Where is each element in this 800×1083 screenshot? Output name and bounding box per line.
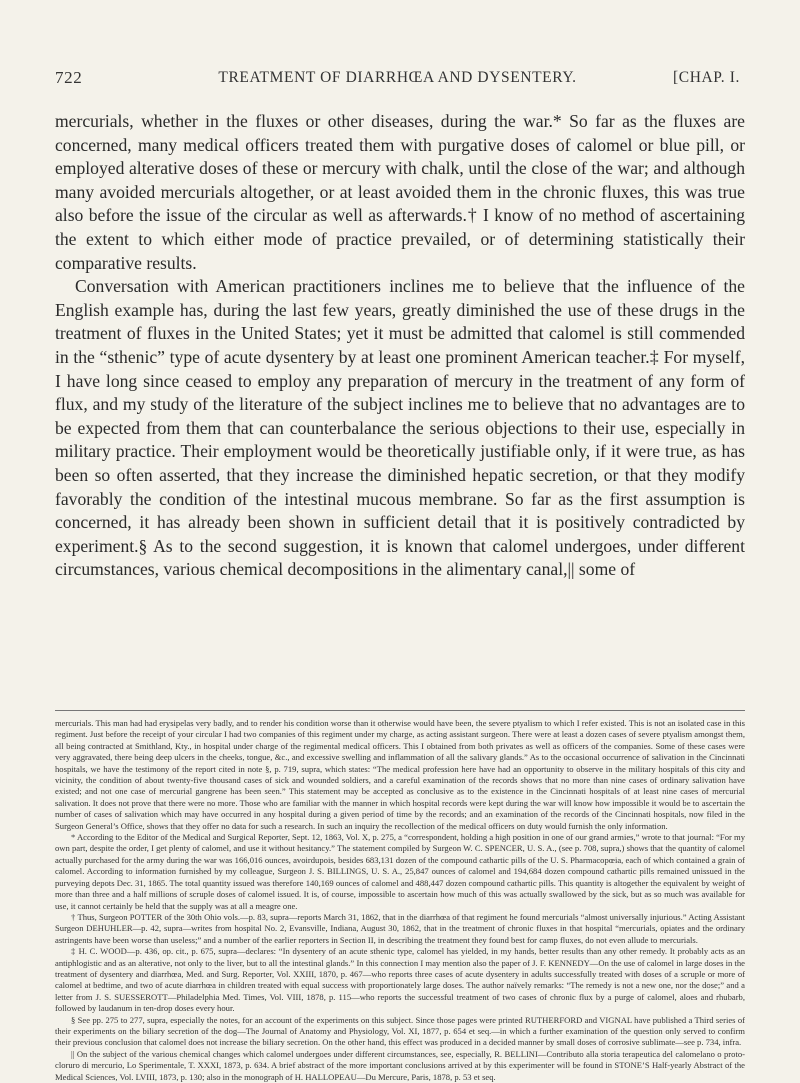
footnote: § See pp. 275 to 277, supra, especially the notes, for an account of the experiments on this subject. Since those pages were printed RUTHERFORD and VIGNAL have published a Third series of their experiments on the biliary secretion of the dog—The Journal of Anatomy and Physiology, Vol. XI, 1877, p. 654 et seq.—in which a further examination of the question only served to confirm their previous conclusion that calomel does not increase the biliary secretion. On the other hand, this effect was produced in a decided manner by small doses of corrosive sublimate—see p. 734, infra. — [55, 1014, 745, 1048]
footnote: * According to the Editor of the Medical and Surgical Reporter, Sept. 12, 1863, Vol. X, p. 275, a “correspondent, holding a high position in one of our grand armies,” wrote to that journal: “For my own part, despite the order, I get plenty of calomel, and use it without hesitancy.” The statement compiled by Surgeon W. C. SPENCER, U. S. A., (see p. 708, supra,) shows that the quantity of calomel actually purchased for the army during the war was 166,016 ounces, avoirdupois, besides 683,131 dozen of the compound cathartic pills of the U. S. Pharmacopœia, each of which contained a grain of calomel. According to information furnished by my colleague, Surgeon J. S. BILLINGS, U. S. A., 25,847 ounces of calomel and 194,684 dozen compound cathartic pills remained unissued in the purveying depots Dec. 31, 1865. The total quantity issued was therefore 140,169 ounces of calomel and 488,447 dozen compound cathartic pills. This quantity is altogether the equivalent by weight of more than three and a half millions of scruple doses of calomel issued. It is, of course, impossible to ascertain how much of this was actually swallowed by the sick, but as so much was available for use, it cannot certainly be held that the supply was at all a meagre one. — [55, 832, 745, 911]
chapter-label: [CHAP. I. — [673, 69, 740, 86]
running-title: TREATMENT OF DIARRHŒA AND DYSENTERY. — [218, 69, 577, 86]
body-paragraph: Conversation with American practitioners inclines me to believe that the influence of the English example has, during the last few years, greatly diminished the use of these drugs in the treatment of fluxes in the United States; yet it must be admitted that calomel is still commended in the “sthenic” type of acute dysentery by at least one prominent American teacher.‡ For myself, I have long since ceased to employ any preparation of mercury in the treatment of any form of flux, and my study of the literature of the subject inclines me to believe that no advantages are to be expected from them that can counterbalance the serious objections to their use, especially in military practice. Their employment would be theoretically justifiable only, if it were true, as has been so often asserted, that they increase the diminished hepatic secretion, or that they modify favorably the condition of the intestinal mucous membrane. So far as the first assumption is concerned, it has already been shown in sufficient detail that it is positively contradicted by experiment.§ As to the second suggestion, it is known that calomel undergoes, under different circumstances, various chemical decompositions in the alimentary canal,|| some of — [55, 276, 745, 580]
footnote: || On the subject of the various chemical changes which calomel undergoes under different circumstances, see, especially, R. BELLINI—Contributo alla storia terapeutica del calomelano o proto-cloruro di mercurio, Lo Sperimentale, T. XXXI, 1873, p. 634. A brief abstract of the more important conclusions arrived at by this experimenter will be found in STONE’S Half-yearly Abstract of the Medical Sciences, Vol. LVIII, 1873, p. 130; also in the monograph of H. HALLOPEAU—Du Mercure, Paris, 1878, p. 53 et seq. — [55, 1048, 745, 1082]
footnote-divider — [55, 710, 745, 711]
running-header — [55, 66, 740, 90]
footnote: ‡ H. C. WOOD—p. 436, op. cit., p. 675, supra—declares: “In dysentery of an acute sthenic type, calomel has yielded, in my hands, better results than any other remedy. It probably acts as an antiphlogistic and as an alterative, not only to the liver, but to all the intestinal glands.” In this connection I may mention also the paper of J. F. KENNEDY—On the use of calomel in large doses in the treatment of dysentery and diarrhœa, Med. and Surg. Reporter, Vol. XXIII, 1870, p. 467—who reports three cases of acute dysentery in adults successfully treated with doses of a scruple or more of calomel at bedtime, and two of acute diarrhœa in children treated with equal success with proportionately large doses. The author naïvely remarks: “The remedy is not a new one, nor the dose;” and a letter from J. S. SUESSEROTT—Philadelphia Med. Times, Vol. VIII, 1878, p. 115—who reports the successful treatment of two cases of chronic flux by a purge of calomel, aloes and rhubarb, followed by laudanum in ten-drop doses every hour. — [55, 946, 745, 1014]
footnote-continuation: mercurials. This man had had erysipelas very badly, and to render his condition worse than it otherwise would have been, the severe ptyalism to which I refer existed. This is not an isolated case in this regiment. Just before the receipt of your circular I had two companies of this regiment under my charge, as acting assistant surgeon. There were at least a dozen cases of severe ptyalism amongst them, all being contracted at Smithland, Kty., in hospital under charge of the regimental medical officers. This I obtained from both privates as well as officers of the companies. Some of these cases were very aggravated, there being deep ulcers in the cheeks, tongue, &c., and excessive swelling and inflammation of all the salivary glands.” As to the occasional occurrence of salivation in the Cincinnati hospitals, we have the testimony of the report cited in note §, p. 719, supra, which states: “The medical profession here have had an opportunity to observe in the military hospitals of this city and vicinity, the condition of about twenty-five thousand cases of sick and wounded soldiers, and a careful examination of the records shows that no more than nine cases of ordinary salivation have existed; and not one case of mercurial gangrene has been seen.” This statement may be accepted as conclusive as to the existence in the Cincinnati hospitals of at least nine cases of mercurial salivation. It does not prove that there were no more. Those who are familiar with the manner in which hospital records were kept during the war will know how impossible it would be to ascertain the number of cases of salivation which may have occurred in any hospital during a given period of time by the records; and an examination of the records of the Cincinnati hospitals, now filed in the Surgeon General’s Office, shows that they offer no data for such a research. In such an inquiry the recollection of the medical officers on duty would furnish the only information. — [55, 718, 745, 831]
footnotes — [55, 718, 745, 1083]
footnote: † Thus, Surgeon POTTER of the 30th Ohio vols.—p. 83, supra—reports March 31, 1862, that in the diarrhœa of that regiment he found mercurials “almost universally injurious.” Acting Assistant Surgeon DEHUHLER—p. 42, supra—writes from hospital No. 2, Evansville, Indiana, August 30, 1862, that in the treatment of chronic fluxes in that hospital “mercurials, opiates and the ordinary astringents have been worse than useless;” and a number of the earlier reporters in Section II, in describing the treatment they found best for camp fluxes, do not even allude to mercurials. — [55, 911, 745, 945]
body-text — [55, 110, 745, 582]
body-paragraph: mercurials, whether in the fluxes or other diseases, during the war.* So far as the fluxes are concerned, many medical officers treated them with purgative doses of calomel or blue pill, or employed alterative doses of these or mercury with chalk, until the close of the war; and although many avoided mercurials altogether, or at least avoided them in the chronic fluxes, this was true also before the issue of the circular as well as afterwards.† I know of no method of ascertaining the extent to which either mode of practice prevailed, or of determining statistically their comparative results. — [55, 111, 745, 273]
page-number: 722 — [55, 68, 83, 87]
